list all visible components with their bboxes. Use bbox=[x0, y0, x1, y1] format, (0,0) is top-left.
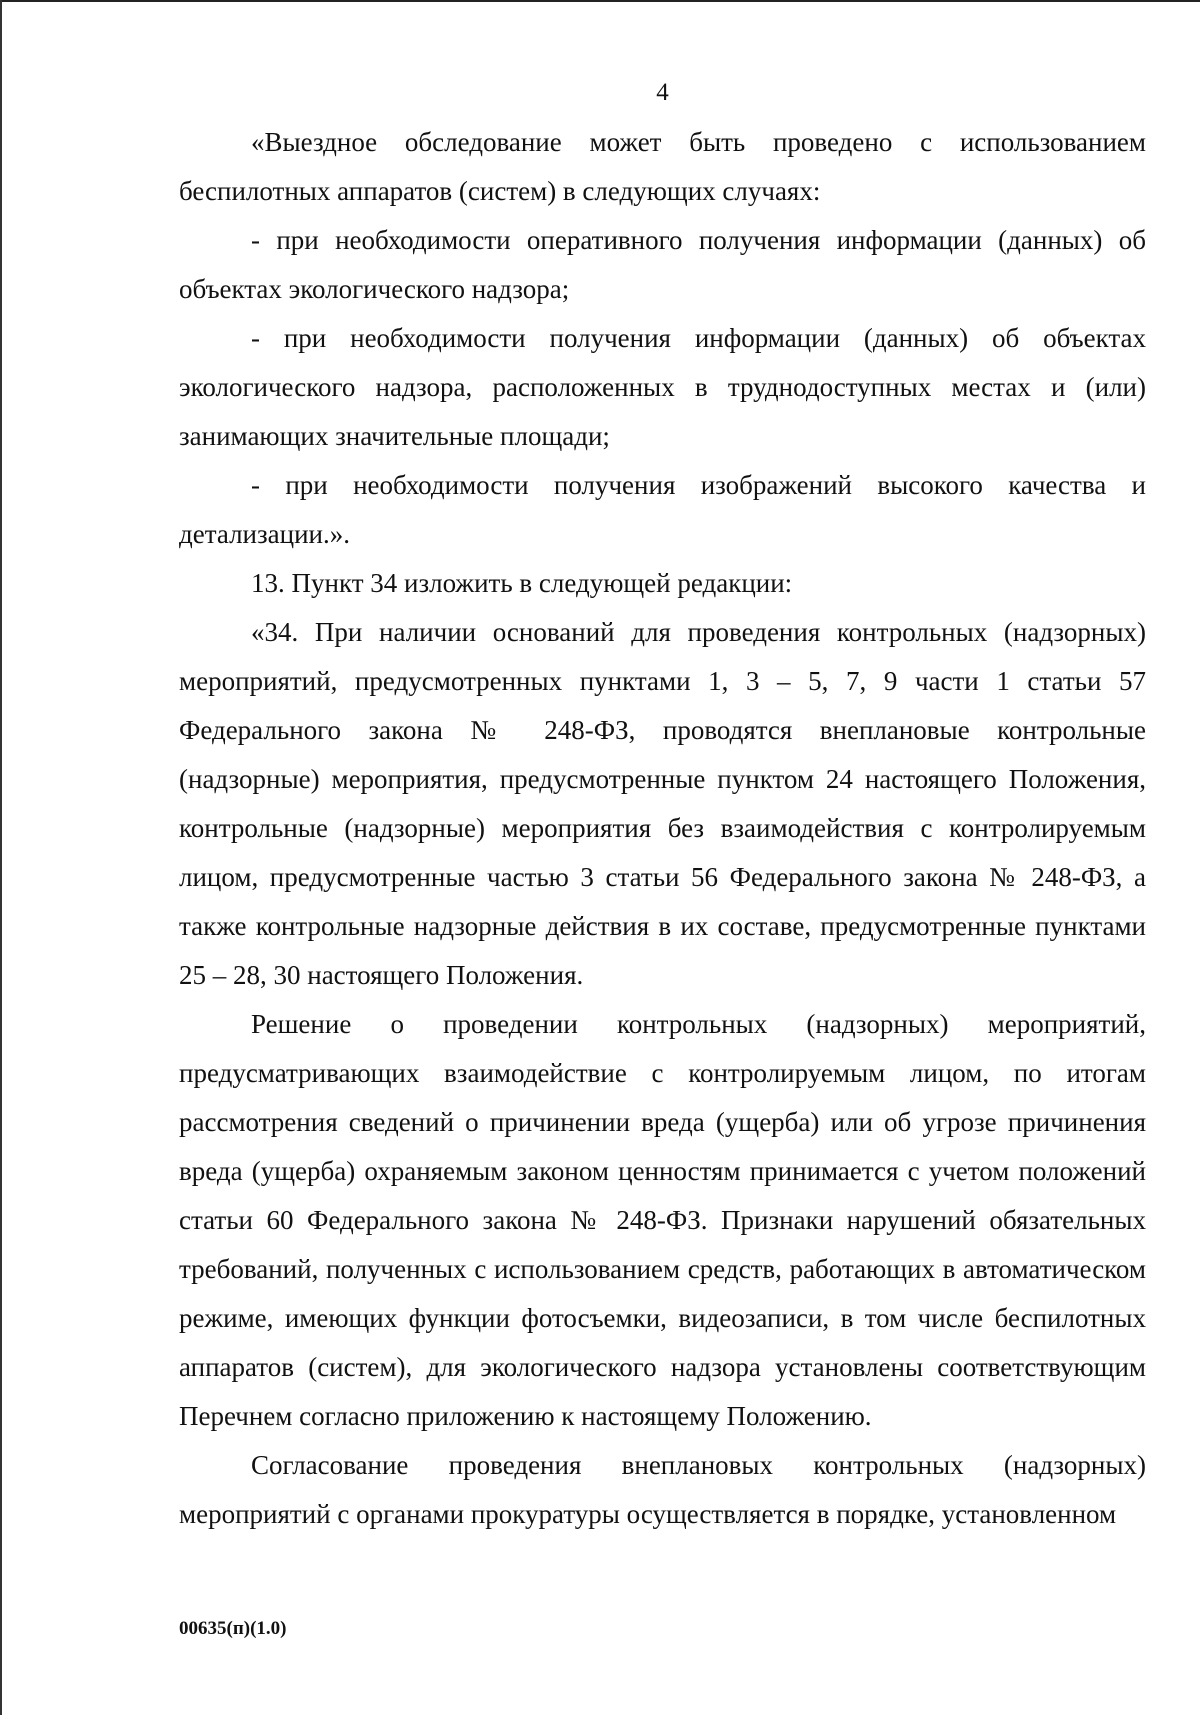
paragraph-survey-intro: «Выездное обследование может быть проведено с использованием беспилотных аппаратов (систем) в следующих случаях: bbox=[179, 127, 1146, 206]
document-body bbox=[179, 118, 1146, 1539]
page-number: 4 bbox=[656, 79, 669, 106]
paragraph-decision: Решение о проведении контрольных (надзорных) мероприятий, предусматривающих взаимодействие с контролируемым лицом, по итогам рассмотрения сведений о причинении вреда (ущерба) или об угрозе причинения вреда (ущерба) охраняемым законом ценностям принимается с учетом положений статьи 60 Федерального закона № 248-ФЗ. Признаки нарушений обязательных требований, полученных с использованием средств, работающих в автоматическом режиме, имеющих функции фотосъемки, видеозаписи, в том числе беспилотных аппаратов (систем), для экологического надзора установлены соответствующим Перечнем согласно приложению к настоящему Положению. bbox=[179, 1009, 1146, 1431]
scan-top-edge bbox=[0, 0, 1200, 2]
document-code: 00635(п)(1.0) bbox=[179, 1618, 287, 1639]
paragraph-case-remote-areas: - при необходимости получения информации (данных) об объектах экологического надзора, расположенных в труднодоступных местах и (или) занимающих значительные площади; bbox=[179, 323, 1146, 451]
paragraph-item-34: «34. При наличии оснований для проведения контрольных (надзорных) мероприятий, предусмотренных пунктами 1, 3 – 5, 7, 9 части 1 статьи 57 Федерального закона № 248-ФЗ, проводятся внеплановые контрольные (надзорные) мероприятия, предусмотренные пунктом 24 настоящего Положения, контрольные (надзорные) мероприятия без взаимодействия с контролируемым лицом, предусмотренные частью 3 статьи 56 Федерального закона № 248-ФЗ, а также контрольные надзорные действия в их составе, предусмотренные пунктами 25 – 28, 30 настоящего Положения. bbox=[179, 617, 1146, 990]
scan-left-edge bbox=[0, 0, 2, 1715]
paragraph-item-13: 13. Пункт 34 изложить в следующей редакции: bbox=[251, 568, 793, 598]
paragraph-case-high-quality: - при необходимости получения изображений высокого качества и детализации.». bbox=[179, 470, 1146, 549]
paragraph-coordination: Согласование проведения внеплановых контрольных (надзорных) мероприятий с органами прокуратуры осуществляется в порядке, установленном bbox=[179, 1450, 1146, 1529]
paragraph-case-operational: - при необходимости оперативного получения информации (данных) об объектах экологического надзора; bbox=[179, 225, 1146, 304]
